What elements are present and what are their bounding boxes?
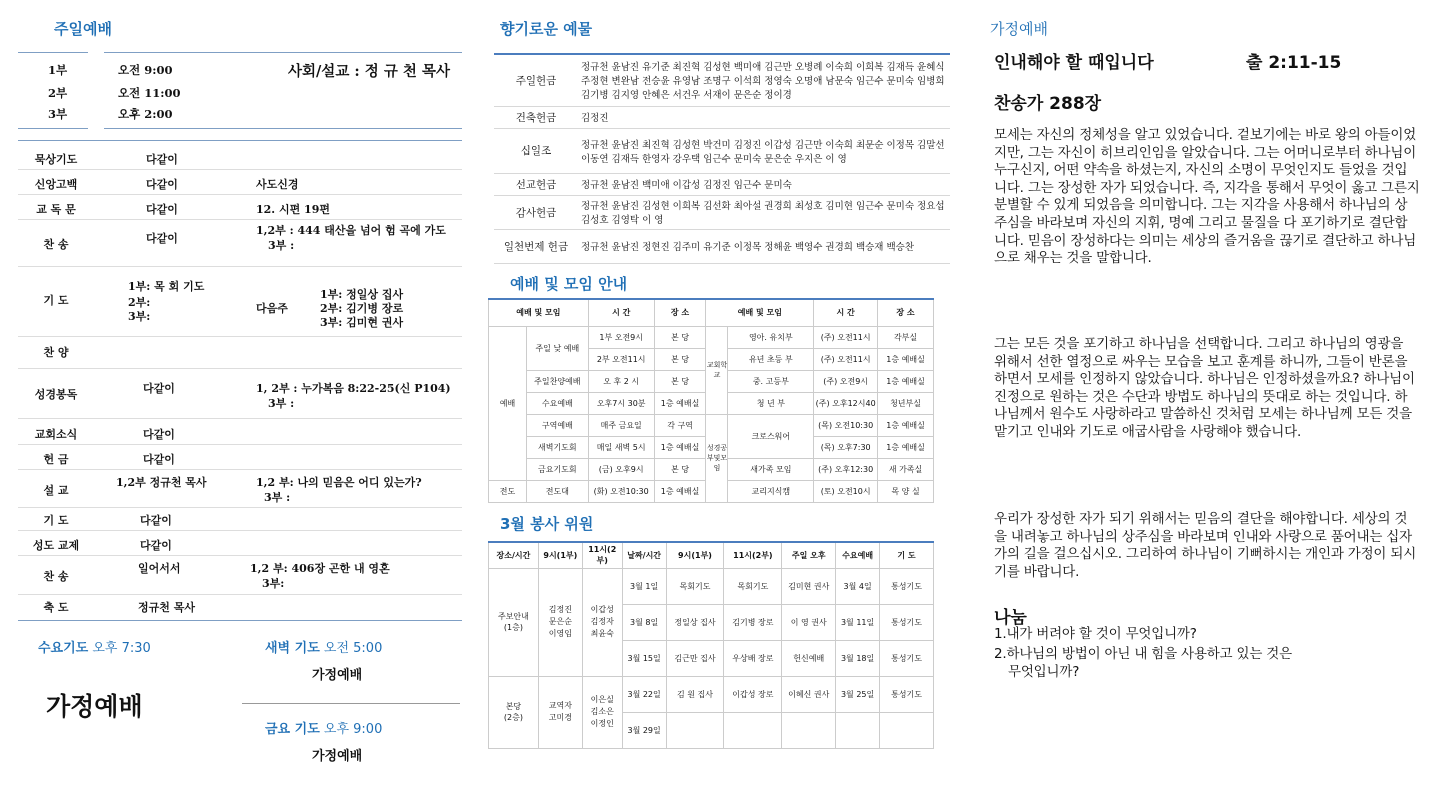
dawn-prayer-sub: 가정예배 — [312, 668, 363, 683]
sunday-worship-header: 주일예배 — [54, 20, 112, 38]
home-worship-title: 가정예배 — [46, 692, 143, 721]
offering-type: 주일헌금 — [494, 54, 578, 106]
wednesday-prayer: 수요기도 오후 7:30 — [38, 641, 151, 656]
offering-type: 건축헌금 — [494, 106, 578, 128]
offering-type: 감사헌금 — [494, 195, 578, 229]
preacher: 사회/설교 : 정 규 천 목사 — [288, 63, 450, 80]
sharing-question-2-cont: 무엇입니까? — [1008, 664, 1080, 680]
order-row: 묵상기도 다같이 — [34, 153, 178, 166]
offerings-header: 향기로운 예물 — [500, 20, 593, 38]
scripture-ref: 출 2:11-15 — [1246, 53, 1342, 73]
offering-names: 정규천 윤남진 최진혁 김성현 박건미 김정진 이갑성 김근만 이숙희 최문순 이정목 김말선 이동연 김재득 한영자 강우택 임근수 문미숙 문은순 우지은 이 영 — [578, 128, 950, 173]
volunteers-header: 3월 봉사 위원 — [500, 515, 594, 533]
order-row: 찬 송 일어서서 1,2 부: 406장 곤한 내 영혼 3부: — [43, 562, 390, 590]
service-2-time: 오전 11:00 — [118, 86, 181, 100]
offerings-table — [494, 53, 950, 264]
home-worship-header: 가정예배 — [990, 20, 1048, 38]
order-row: 신앙고백 다같이 사도신경 — [34, 178, 299, 191]
service-1-time: 오전 9:00 — [118, 63, 173, 77]
order-row: 찬 양 — [43, 346, 69, 359]
order-row: 축 도 정규천 목사 — [43, 601, 195, 614]
offering-names: 정규천 윤남진 유기준 최진혁 김성현 백미애 김근만 오병례 이숙희 이희복 김재득 윤혜식 주정현 변완남 전승윤 유영남 조명구 이석희 정영숙 오명애 남문숙 임근수 문미숙 임병희 김기병 김지영 안혜은 서건우 서재이 문은순 정이경 — [578, 54, 950, 106]
devotion-paragraph-3: 우리가 장성한 자가 되기 위해서는 믿음의 결단을 해야합니다. 세상의 것을 내려놓고 하나님의 상주심을 바라보며 인내와 사랑으로 품어내는 십자가의 길을 걸으십시오. 그리하여 하나님이 기뻐하시는 개인과 가정이 되시기를 바랍니다. — [994, 511, 1417, 580]
sermon-title: 인내해야 할 때입니다 — [994, 53, 1154, 73]
order-row: 헌 금 다같이 — [43, 453, 175, 466]
offering-names: 정규천 윤남진 김성현 이희복 김선화 최아설 권경희 최성호 김미현 임근수 문미숙 정요섭 김성호 김영탁 이 영 — [578, 195, 950, 229]
service-3-label: 3부 — [48, 107, 68, 121]
order-row: 찬 송 다같이 1,2부 : 444 태산을 넘어 험 곡에 가도 3부 : — [43, 224, 446, 252]
offering-type: 선교헌금 — [494, 173, 578, 195]
volunteers-table: 장소/시간 9시(1부) 11시(2부) 날짜/시간 9시(1부) 11시(2부) 주일 오후 수요예배 기 도 주보안내 (1층) 김정진 문은순 이영임 이갑성 김정자 최윤숙 3월 1일 목회기도 목회기도 김미현 권사 3월 4일 통성기도 3월 8일 정일상 집사 김기병 장로 이 영 권사 3월 11일 통성기도 3월 15일 김근만 집사 우상배 장로 헌신예배 3월 18일 통성기도 본당 (2층) 교역자 고미경 이은실 김소은 이정인 3월 22일 김 원 집사 이갑성 장로 이혜신 권사 3월 25일 통성기도 3월 29일 — [488, 541, 934, 749]
order-row: 성경봉독 다같이 1, 2부 : 누가복음 8:22-25(신 P104) 3부 : — [34, 382, 451, 410]
order-row-prayer: 기 도 1부: 목 회 기도 2부: 3부: 다음주 1부: 정일상 집사 2부: 김기병 장로 3부: 김미현 권사 — [43, 280, 404, 329]
dawn-prayer: 새벽 기도 오전 5:00 — [265, 641, 383, 656]
service-2-label: 2부 — [48, 86, 68, 100]
order-row: 설 교 1,2부 정규천 목사 1,2 부: 나의 믿음은 어디 있는가? 3부 : — [43, 476, 422, 504]
order-row: 성도 교제 다같이 — [32, 539, 172, 552]
order-row: 기 도 다같이 — [43, 514, 172, 527]
service-3-time: 오후 2:00 — [118, 107, 173, 121]
offering-type: 일천번제 헌금 — [494, 229, 578, 263]
offering-type: 십일조 — [494, 128, 578, 173]
offering-names: 김정진 — [578, 106, 950, 128]
order-row: 교 독 문 다같이 12. 시편 19편 — [36, 203, 330, 216]
meetings-table: 예배 및 모임 시 간 장 소 예배 및 모임 시 간 장 소 예배 주일 낮 예배 1부 오전9시 본 당 교회학교 영아. 유치부 (주) 오전11시 각부실 2부 오전11시 본 당 유년 초등 부 (주) 오전11시 1층 예배실 주일찬양예배 오 후 2 시 본 당 중. 고등부 (주) 오전9시 1층 예배실 수요예배 오후7시 30분 1층 예배실 청 년 부 (주) 오후12시40 청년부실 구역예배 매주 금요일 각 구역 성경공부및모임 크로스워어 (목) 오전10:30 1층 예배실 새벽기도회 매일 새벽 5시 1층 예배실 (목) 오후7:30 1층 예배실 금요기도회 (금) 오후9시 본 당 새가족 모임 (주) 오후12:30 새 가족실 전도 전도대 (화) 오전10:30 1층 예배실 교리지식캠 (토) 오전10시 목 양 실 — [488, 298, 934, 503]
meetings-header: 예배 및 모임 안내 — [510, 275, 628, 293]
friday-prayer: 금요 기도 오후 9:00 — [265, 722, 383, 737]
hymn-number: 찬송가 288장 — [994, 94, 1102, 114]
sharing-question-1: 1.내가 버려야 할 것이 무엇입니까? — [994, 626, 1197, 642]
sharing-title: 나눔 — [994, 608, 1027, 628]
order-row: 교회소식 다같이 — [34, 428, 175, 441]
devotion-paragraph-2: 그는 모든 것을 포기하고 하나님을 선택합니다. 그리고 하나님의 영광을 위해서 선한 열정으로 싸우는 모습을 보고 훈계를 하니까, 그들이 반론을 하면서 모세를 인정하지 않았습니다. 하나님은 인정하셨을까요? 하나님이 진정으로 원하는 것은 수단과 방법도 하나님의 뜻대로 하는 것입니다. 하나님께서 원수도 사랑하라고 말씀하신 것처럼 모세는 하나님께 모든 것을 맡기고 인내와 기도로 애굽사람을 사랑해야 했습니다. — [994, 336, 1415, 440]
sharing-question-2: 2.하나님의 방법이 아닌 내 힘을 사용하고 있는 것은 — [994, 646, 1292, 662]
offering-names: 정규천 윤남진 정현진 김주미 유기준 이정목 정해윤 백영수 권경희 백승재 백승찬 — [578, 229, 950, 263]
offering-names: 정규천 윤남진 백미애 이갑성 김정진 임근수 문미숙 — [578, 173, 950, 195]
friday-prayer-sub: 가정예배 — [312, 749, 363, 764]
service-1-label: 1부 — [48, 63, 68, 77]
devotion-paragraph-1: 모세는 자신의 정체성을 알고 있었습니다. 겉보기에는 바로 왕의 아들이었지만, 그는 자신이 히브리인임을 알았습니다. 그는 어머니로부터 하나님이 누구신지, 어떤 약속을 하셨는지, 자신의 소명이 무엇인지도 들었을 것입니다. 그는 장성한 자가 되었습니다. 즉, 지각을 통해서 무엇이 옳고 그른지 분별할 수 있게 되었음을 의미합니다. 그는 지각을 사용해서 하나님의 상주심을 바라보며 자신의 지휘, 명예 그리고 물질을 다 포기하기로 결단합니다. 믿음이 장성하다는 의미는 세상의 즐거움을 끊기로 결단하고 하나님으로 채우는 것을 말합니다. — [994, 127, 1420, 267]
